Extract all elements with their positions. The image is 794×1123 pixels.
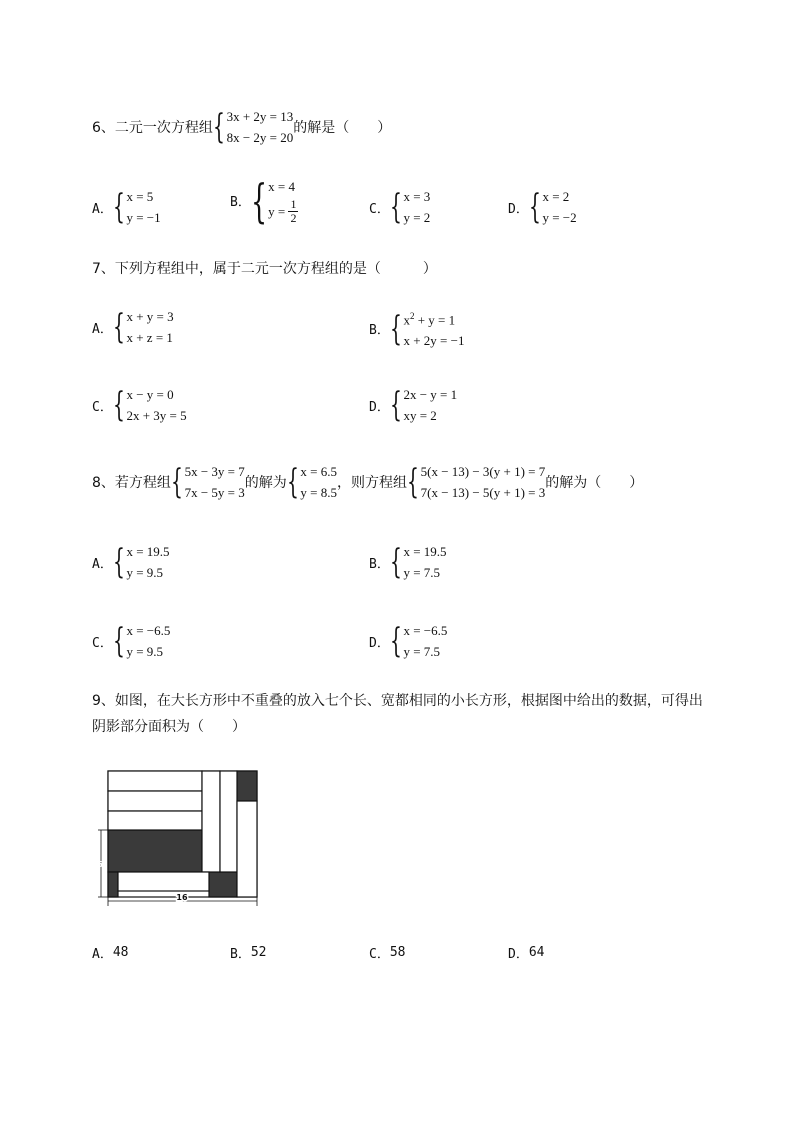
option-label: D．	[369, 399, 390, 415]
option-label: B．	[369, 556, 390, 572]
option-line: y = −1	[126, 210, 161, 225]
option-line	[403, 306, 464, 330]
option-line: y = 7.5	[403, 565, 441, 580]
option-label: A．	[92, 201, 113, 217]
option-line-rest: + y = 1	[414, 312, 456, 328]
small-rect-v3	[237, 801, 257, 897]
q8-mid2: ，则方程组	[336, 475, 407, 491]
option-value: 48	[112, 945, 129, 960]
option-line: x + z = 1	[126, 330, 173, 345]
option-value: 52	[250, 945, 267, 960]
option-label: D．	[508, 947, 529, 962]
small-rect-h1	[108, 771, 202, 791]
option-value: 64	[528, 945, 545, 960]
shaded-region-bottom-left	[108, 872, 118, 897]
q8-suffix: 的解为（ ）	[545, 475, 644, 491]
question-9-line1: 9、如图，在大长方形中不重叠的放入七个长、宽都相同的小长方形，根据图中给出的数据，可得出	[92, 693, 703, 709]
q7-option-b[interactable]: B． { $x^2 + y = 1$ x + 2y = −1	[369, 306, 464, 351]
fraction-numerator: 1	[290, 197, 297, 211]
q6-option-c[interactable]: C． { x = 3 y = 2	[369, 187, 431, 227]
option-label: A．	[92, 321, 113, 337]
width-label: 16	[176, 893, 188, 902]
option-line: x = −6.5	[403, 623, 448, 638]
option-line: x = 19.5	[403, 544, 447, 559]
small-rect-v2	[220, 771, 237, 872]
option-line: x − y = 0	[126, 387, 174, 402]
q8-option-b[interactable]: B． { x = 19.5 y = 7.5	[369, 542, 447, 582]
q8-prefix: 8、若方程组	[92, 475, 171, 491]
option-label: D．	[508, 201, 529, 217]
small-rect-bottom	[118, 872, 209, 891]
option-label: B．	[230, 195, 251, 210]
option-line: y = 9.5	[126, 644, 164, 659]
option-line: x = 3	[403, 189, 431, 204]
q8-sys1-eq2: 7x − 5y = 3	[184, 485, 245, 500]
superscript: 2	[409, 311, 415, 321]
q7-option-c[interactable]: C． { x − y = 0 2x + 3y = 5	[92, 385, 187, 425]
option-value: 58	[389, 945, 406, 960]
q8-option-d[interactable]: D． { x = −6.5 y = 7.5	[369, 621, 448, 661]
q6-system: { 3x + 2y = 13 8x − 2y = 20	[212, 107, 294, 147]
option-label: A．	[92, 947, 113, 962]
option-line-base: x	[403, 312, 410, 328]
height-label: 6	[97, 860, 103, 869]
small-rect-v1	[202, 771, 220, 872]
q9-option-a[interactable]	[92, 943, 128, 962]
rectangle-figure	[96, 768, 266, 908]
option-label: D．	[369, 635, 390, 651]
q7-option-a[interactable]: A． { x + y = 3 x + z = 1	[92, 307, 174, 347]
option-label: A．	[92, 556, 113, 572]
option-line: y = 7.5	[403, 644, 441, 659]
option-label: C．	[369, 947, 390, 962]
option-line: x = 2	[542, 189, 570, 204]
q8-sys1-eq1: 5x − 3y = 7	[184, 464, 245, 479]
q7-option-d[interactable]: D． { 2x − y = 1 xy = 2	[369, 385, 458, 425]
option-line: 2x + 3y = 5	[126, 408, 187, 423]
question-7: 7、下列方程组中，属于二元一次方程组的是（ ）	[92, 261, 437, 277]
q9-option-c[interactable]	[369, 943, 405, 962]
question-6	[92, 106, 391, 148]
q6-prefix: 6、二元一次方程组	[92, 120, 213, 136]
option-line: 2x − y = 1	[403, 387, 458, 402]
option-label: C．	[92, 399, 113, 415]
option-line: x = 4	[268, 179, 295, 194]
q6-option-b[interactable]: B． { x = 4 y = $\frac{1}{2}$	[230, 173, 297, 228]
q9-option-b[interactable]	[230, 943, 266, 962]
small-rect-h3	[108, 811, 202, 830]
q8-option-c[interactable]: C． { x = −6.5 y = 9.5	[92, 621, 171, 661]
q8-mid1: 的解为	[244, 475, 287, 491]
q6-eq2: 8x − 2y = 20	[226, 130, 294, 145]
q8-sol-x: x = 6.5	[300, 464, 337, 479]
option-line: y =	[268, 203, 289, 219]
option-line: xy = 2	[403, 408, 437, 423]
shaded-region-left	[108, 830, 202, 872]
fraction-denominator: 2	[290, 211, 297, 225]
option-line: x = 19.5	[126, 544, 170, 559]
option-label: B．	[230, 947, 251, 962]
fraction	[288, 198, 298, 225]
shaded-region-top-right	[237, 771, 257, 801]
shaded-region-bottom-right	[209, 872, 237, 897]
q8-sys2-eq2: 7(x − 13) − 5(y + 1) = 3	[420, 485, 546, 500]
small-rect-h2	[108, 791, 202, 811]
q6-suffix: 的解是（ ）	[293, 120, 392, 136]
q6-eq1: 3x + 2y = 13	[226, 109, 294, 124]
q8-sys2-eq1: 5(x − 13) − 3(y + 1) = 7	[420, 464, 546, 479]
q6-option-d[interactable]: D． { x = 2 y = −2	[508, 187, 577, 227]
option-label: C．	[369, 201, 390, 217]
option-label: C．	[92, 635, 113, 651]
question-8: 8、若方程组 { 5x − 3y = 7 7x − 5y = 3 的解为 { x = 6.5 y = 8.5 ，则方程组 { 5(x − 13) − 3(y + 1) = 7 7(x − 13) − 5(y + 1) = 3 的解为（ ）	[92, 462, 644, 502]
q9-option-d[interactable]	[508, 943, 544, 962]
question-9-line2: 阴影部分面积为（ ）	[92, 719, 246, 735]
option-line: y = 2	[403, 210, 431, 225]
option-line: y = 9.5	[126, 565, 164, 580]
option-line: y = −2	[542, 210, 577, 225]
option-line: x + 2y = −1	[403, 333, 465, 349]
option-line: x = 5	[126, 189, 154, 204]
q8-option-a[interactable]: A． { x = 19.5 y = 9.5	[92, 542, 170, 582]
q8-sol-y: y = 8.5	[300, 485, 337, 500]
option-line: x + y = 3	[126, 309, 174, 324]
q6-option-a[interactable]: A． { x = 5 y = −1	[92, 187, 161, 227]
option-label: B．	[369, 323, 390, 339]
option-line: x = −6.5	[126, 623, 171, 638]
